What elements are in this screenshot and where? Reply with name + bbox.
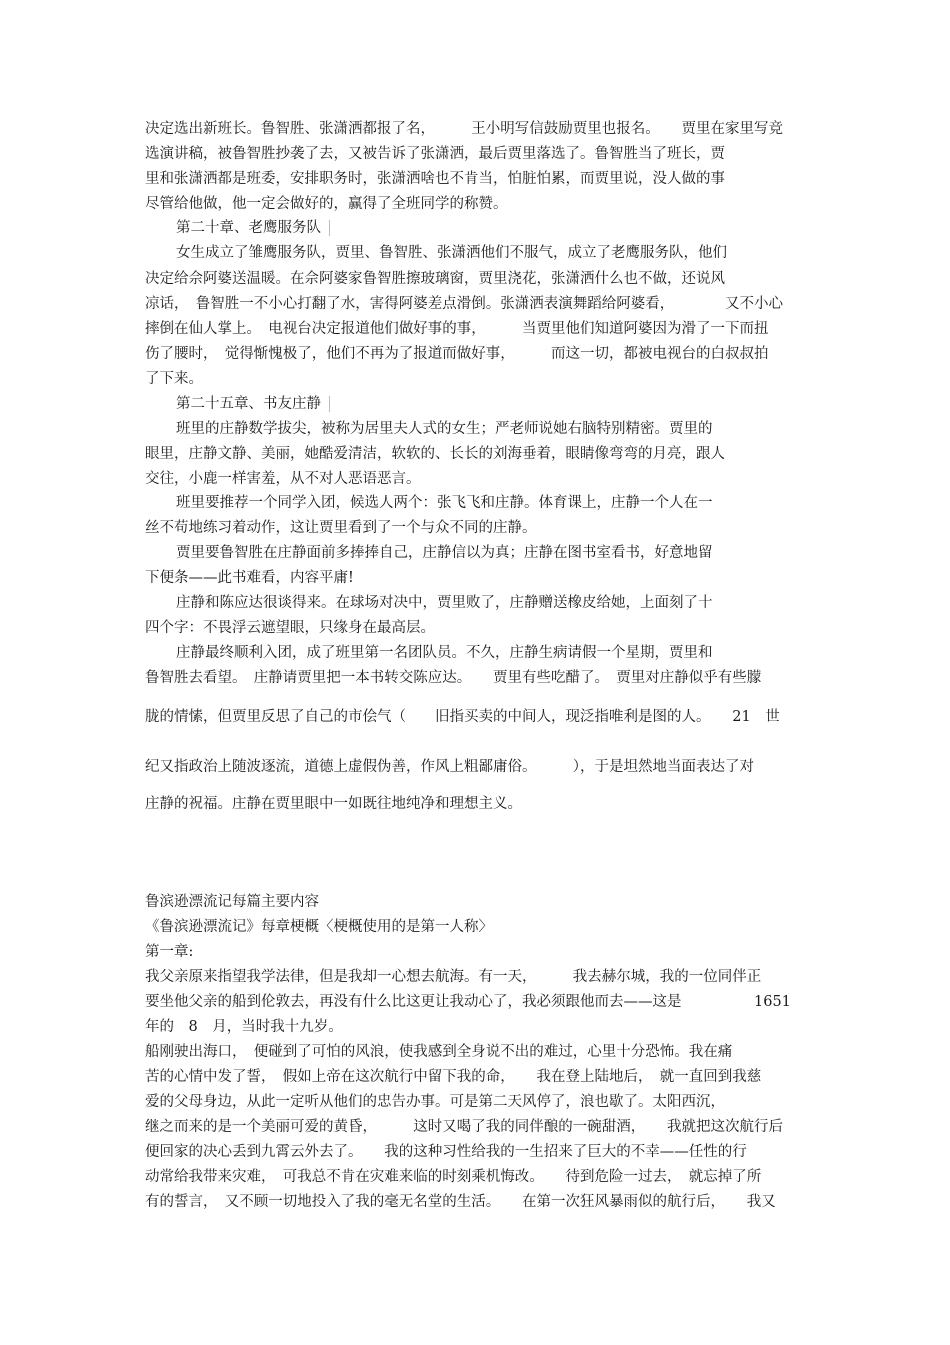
text-line: 眼里，庄静文静、美丽，她酷爱清洁，软软的、长长的刘海垂着，眼睛像弯弯的月亮，跟人 <box>145 446 725 462</box>
text-line: 下便条——此书难看，内容平庸! <box>145 570 354 586</box>
chapter-heading-25 <box>176 395 330 413</box>
text-line: 动常给我带来灾难， 可我总不肯在灾难来临的时刻乘机悔改。 待到危险一过去， 就忘掉了所 <box>145 1169 762 1185</box>
text-line: 我父亲原来指望我学法律，但是我却一心想去航海。有一天， 我去赫尔城，我的一位同伴正 <box>145 969 762 985</box>
chapter-heading-text: 第二十章、老鹰服务队 <box>176 220 321 236</box>
text-line: 选演讲稿，被鲁智胜抄袭了去，又被告诉了张潇洒，最后贾里落选了。鲁智胜当了班长，贾 <box>145 146 725 162</box>
section-subtitle: 《鲁滨逊漂流记》每章梗概〈梗概使用的是第一人称〉 <box>145 919 493 935</box>
text-line: 爱的父母身边，从此一定听从他们的忠告办事。可是第二天风停了，浪也歇了。太阳西沉， <box>145 1094 725 1110</box>
chapter-heading-text: 第二十五章、书友庄静 <box>176 396 321 412</box>
text-line: 决定选出新班长。鲁智胜、张潇洒都报了名， 王小明写信鼓励贾里也报名。 贾里在家里写竞 <box>145 121 783 137</box>
text-line: 要坐他父亲的船到伦敦去，再没有什么比这更让我动心了，我必须跟他而去——这是 1651 <box>145 994 791 1010</box>
text-line: 决定给佘阿婆送温暖。在佘阿婆家鲁智胜擦玻璃窗，贾里浇花，张潇洒什么也不做，还说风 <box>145 271 725 287</box>
chapter-label: 第一章: <box>145 944 194 960</box>
text-line: 女生成立了雏鹰服务队，贾里、鲁智胜、张潇洒他们不服气，成立了老鹰服务队，他们 <box>176 245 727 261</box>
divider <box>329 220 330 236</box>
text-line: 交往，小鹿一样害羞，从不对人恶语恶言。 <box>145 471 421 487</box>
text-line: 庄静和陈应达很谈得来。在球场对决中，贾里败了，庄静赠送橡皮给她，上面刻了十 <box>176 595 713 611</box>
text-line: 庄静的祝福。庄静在贾里眼中一如既往地纯净和理想主义。 <box>145 796 522 812</box>
text-line: 鲁智胜去看望。 庄静请贾里把一本书转交陈应达。 贾里有些吃醋了。 贾里对庄静似乎有些朦 <box>145 670 762 686</box>
text-line: 伤了腰时， 觉得惭愧极了，他们不再为了报道而做好事， 而这一切，都被电视台的白叔叔拍 <box>145 346 769 362</box>
text-line: 了下来。 <box>145 371 203 387</box>
divider <box>329 396 330 412</box>
text-line: 继之而来的是一个美丽可爱的黄昏， 这时又喝了我的同伴酿的一碗甜酒， 我就把这次航行后 <box>145 1119 783 1135</box>
text-line: 船刚驶出海口， 便碰到了可怕的风浪，使我感到全身说不出的难过，心里十分恐怖。我在痛 <box>145 1044 733 1060</box>
text-line: 班里的庄静数学拔尖，被称为居里夫人式的女生；严老师说她右脑特别精密。贾里的 <box>176 421 713 437</box>
text-line: 有的誓言， 又不顾一切地投入了我的毫无名堂的生活。 在第一次狂风暴雨似的航行后， 我又 <box>145 1194 776 1210</box>
text-line: 纪又指政治上随波逐流，道德上虚假伪善，作风上粗鄙庸俗。 ），于是坦然地当面表达了对 <box>145 759 754 775</box>
text-line: 贾里要鲁智胜在庄静面前多捧捧自己，庄静信以为真；庄静在图书室看书，好意地留 <box>176 545 713 561</box>
text-line: 摔倒在仙人掌上。 电视台决定报道他们做好事的事， 当贾里他们知道阿婆因为滑了一下而扭 <box>145 321 769 337</box>
text-line: 苦的心情中发了誓， 假如上帝在这次航行中留下我的命， 我在登上陆地后， 就一直回到我慈 <box>145 1069 762 1085</box>
section-title: 鲁滨逊漂流记每篇主要内容 <box>145 894 319 910</box>
text-line: 班里要推荐一个同学入团，候选人两个：张飞飞和庄静。体育课上，庄静一个人在一 <box>176 495 713 511</box>
text-line: 胧的情愫，但贾里反思了自己的市侩气（ 旧指买卖的中间人，现泛指唯利是图的人。 21 世 <box>145 709 780 725</box>
text-line: 丝不苟地练习着动作，这让贾里看到了一个与众不同的庄静。 <box>145 520 537 536</box>
text-line: 四个字：不畏浮云遮望眼，只缘身在最高层。 <box>145 620 435 636</box>
text-line: 便回家的决心丢到九霄云外去了。 我的这种习性给我的一生招来了巨大的不幸——任性的行 <box>145 1144 747 1160</box>
text-line: 年的 8 月，当时我十九岁。 <box>145 1019 343 1035</box>
text-line: 凉话， 鲁智胜一不小心打翻了水，害得阿婆差点滑倒。张潇洒表演舞蹈给阿婆看， 又不小心 <box>145 296 783 312</box>
text-line: 里和张潇洒都是班委，安排职务时，张潇洒啥也不肯当，怕脏怕累，而贾里说，没人做的事 <box>145 171 725 187</box>
chapter-heading-20 <box>176 219 330 237</box>
text-line: 尽管给他做，他一定会做好的，赢得了全班同学的称赞。 <box>145 196 508 212</box>
text-line: 庄静最终顺利入团，成了班里第一名团队员。不久，庄静生病请假一个星期，贾里和 <box>176 645 713 661</box>
